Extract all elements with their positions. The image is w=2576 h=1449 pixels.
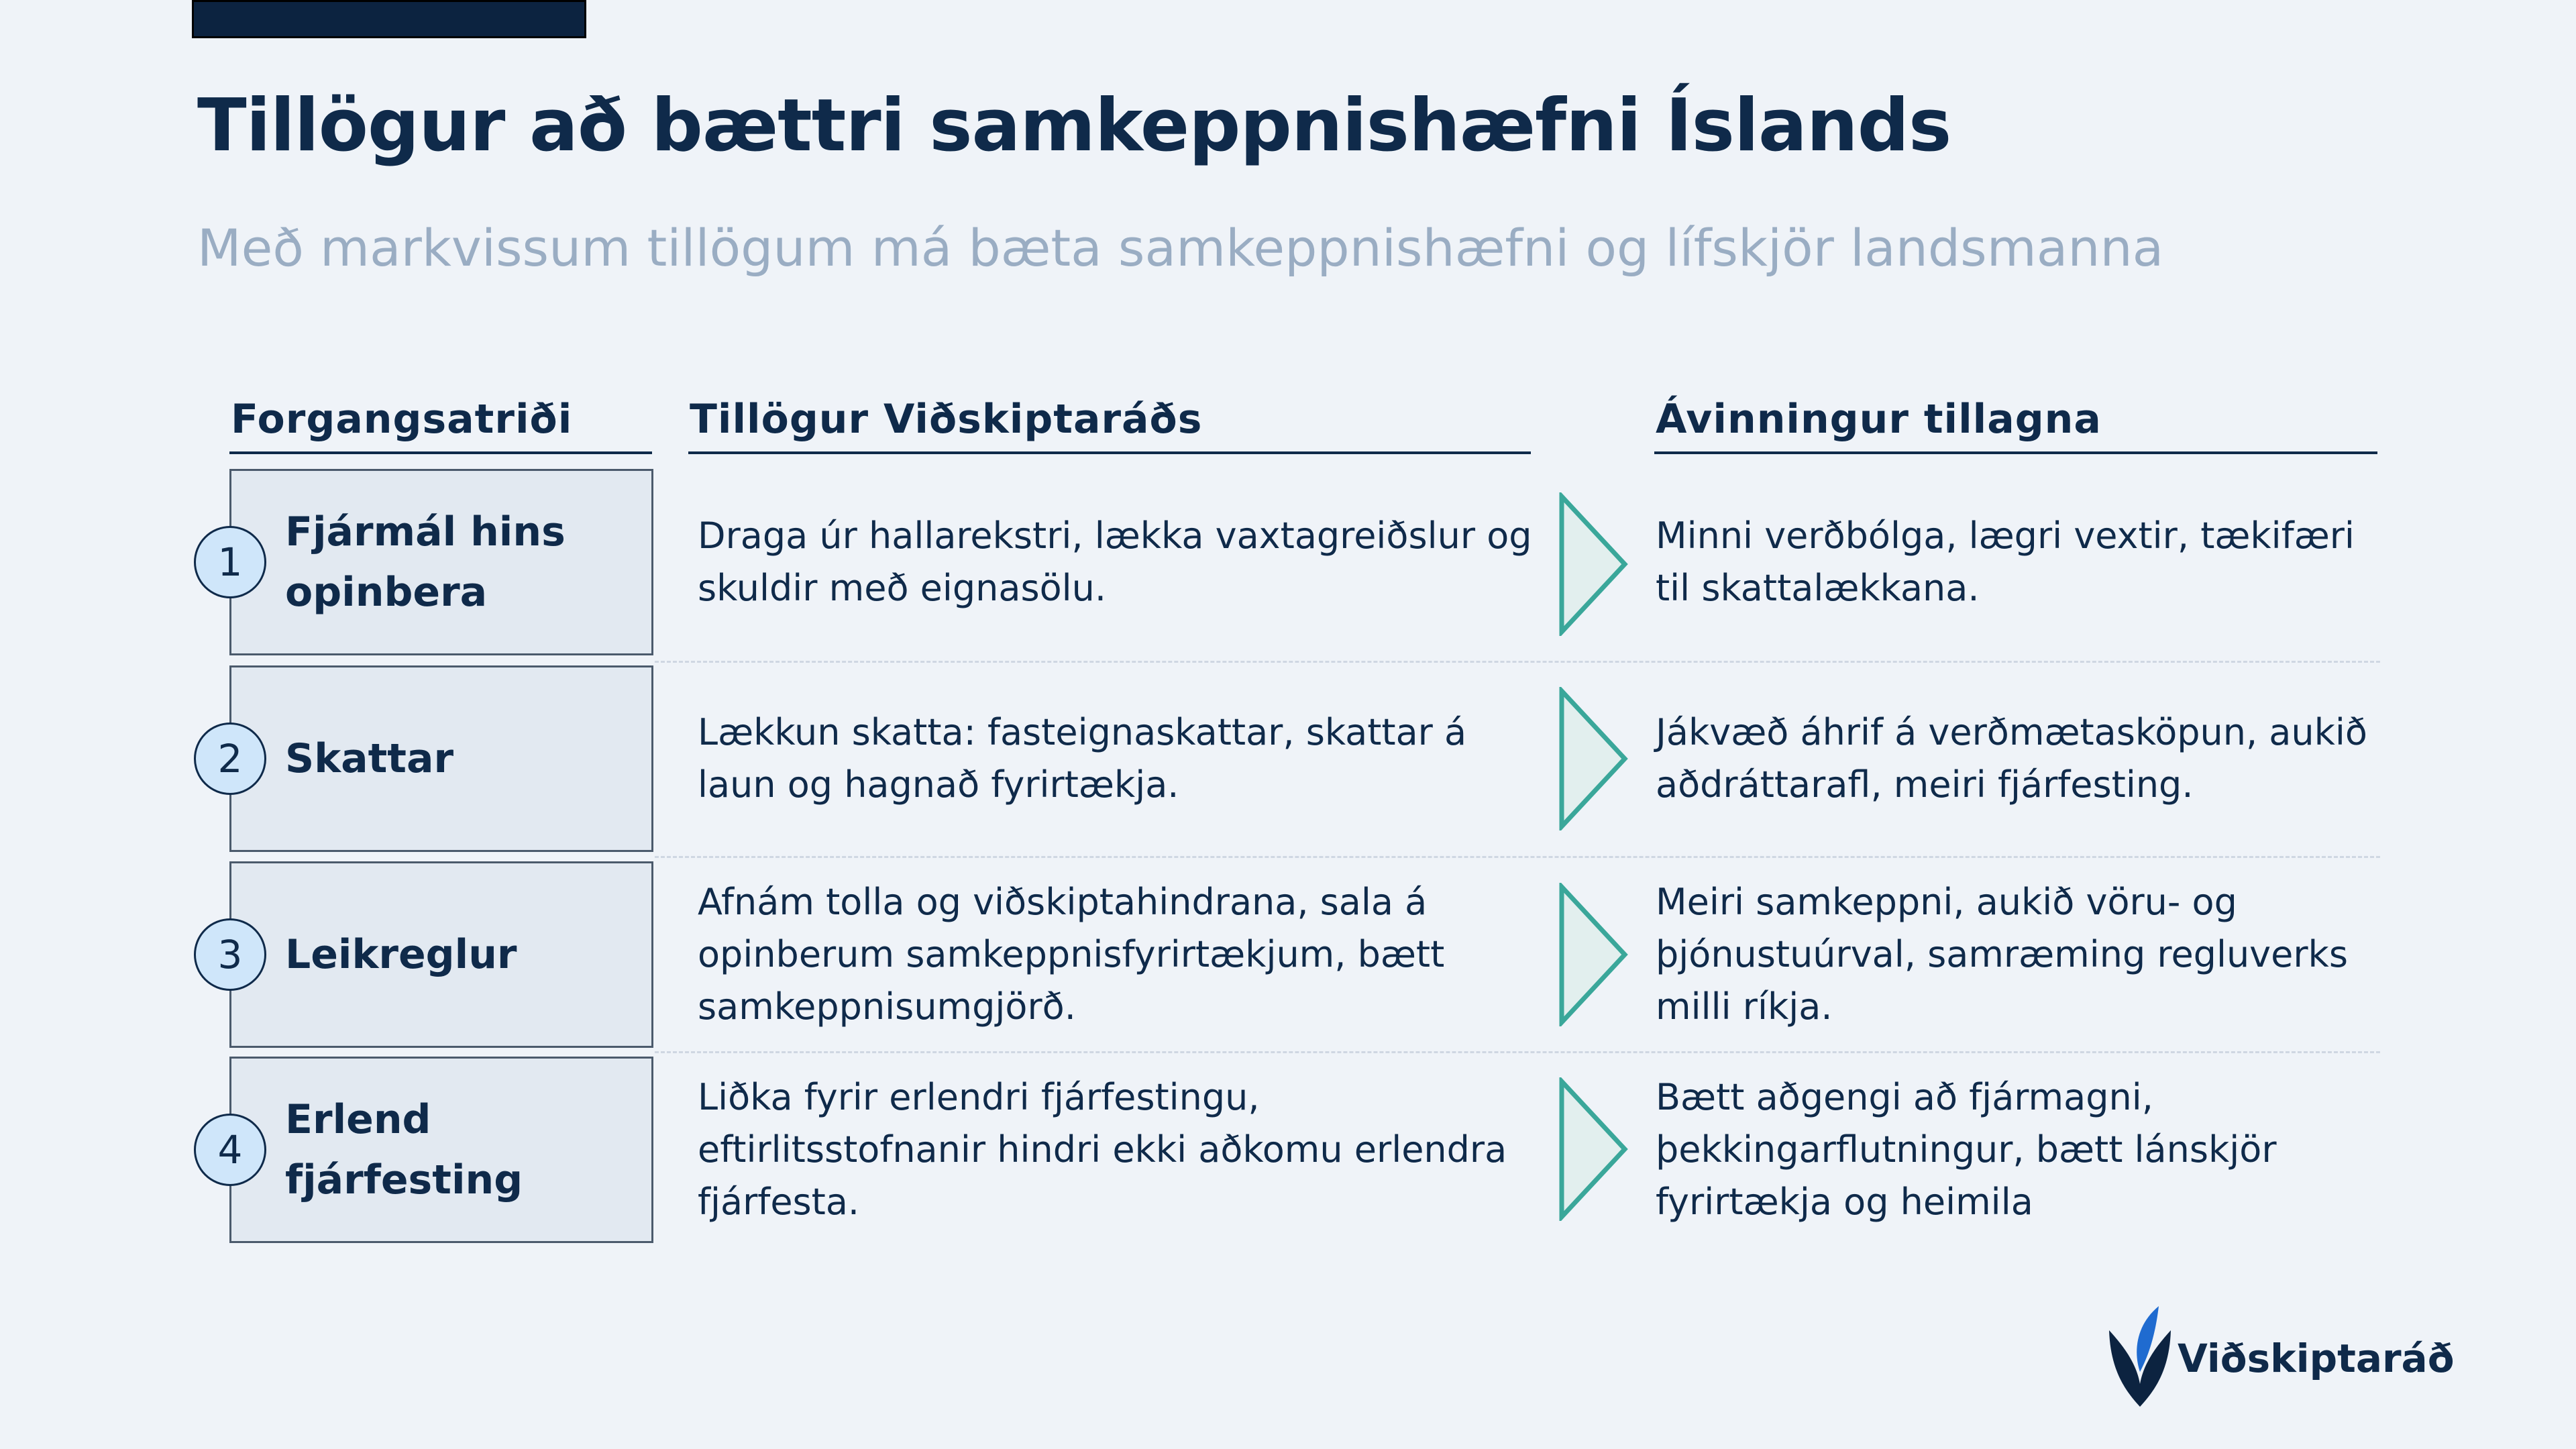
benefit-text: Bætt aðgengi að fjármagni, þekkingarflutningur, bætt lánskjör fyrirtækja og heimila xyxy=(1656,1076,2277,1223)
row-divider xyxy=(655,856,2380,858)
top-accent-bar xyxy=(192,0,586,38)
number-badge: 2 xyxy=(194,722,266,795)
priority-box xyxy=(229,469,653,655)
priority-label: Fjármál hins opinbera xyxy=(285,508,566,616)
priority-label: Leikreglur xyxy=(285,931,517,978)
number-badge: 4 xyxy=(194,1114,266,1186)
benefit-text: Meiri samkeppni, aukið vöru- og þjónustuúrval, samræming regluverks milli ríkja. xyxy=(1656,881,2348,1028)
chevron-right-icon xyxy=(1558,883,1631,1026)
number-badge: 1 xyxy=(194,526,266,598)
chevron-right-icon xyxy=(1558,1077,1631,1221)
priority-label: Skattar xyxy=(285,735,454,782)
brand-logo xyxy=(2106,1305,2455,1412)
column-header-benefits: Ávinningur tillagna xyxy=(1656,396,2102,443)
proposal-text: Liðka fyrir erlendri fjárfestingu, eftirlitsstofnanir hindri ekki aðkomu erlendra fjárfesta. xyxy=(698,1076,1507,1223)
row-divider xyxy=(655,661,2380,663)
benefit-text: Minni verðbólga, lægri vextir, tækifæri til skattalækkana. xyxy=(1656,515,2355,609)
column-underline-priority xyxy=(229,451,652,454)
priority-box xyxy=(229,861,653,1048)
row-divider xyxy=(655,1051,2380,1053)
leaf-logo-icon xyxy=(2106,1305,2174,1412)
chevron-right-icon xyxy=(1558,492,1631,636)
number-badge: 3 xyxy=(194,918,266,991)
slide-subtitle: Með markvissum tillögum má bæta samkeppnishæfni og lífskjör landsmanna xyxy=(197,218,2164,278)
column-underline-benefits xyxy=(1654,451,2377,454)
column-header-proposals: Tillögur Viðskiptaráðs xyxy=(690,396,1203,443)
benefit-text: Jákvæð áhrif á verðmætasköpun, aukið aðdráttarafl, meiri fjárfesting. xyxy=(1656,711,2367,806)
proposal-text: Afnám tolla og viðskiptahindrana, sala á opinberum samkeppnisfyrirtækjum, bætt samkeppnisumgjörð. xyxy=(698,881,1445,1028)
priority-box xyxy=(229,1057,653,1243)
slide-title: Tillögur að bættri samkeppnishæfni Íslands xyxy=(197,84,1951,168)
proposal-text: Draga úr hallarekstri, lækka vaxtagreiðslur og skuldir með eignasölu. xyxy=(698,515,1532,609)
column-underline-proposals xyxy=(688,451,1531,454)
column-header-priority: Forgangsatriði xyxy=(231,396,573,443)
priority-box xyxy=(229,665,653,852)
chevron-right-icon xyxy=(1558,687,1631,830)
proposal-text: Lækkun skatta: fasteignaskattar, skattar á laun og hagnað fyrirtækja. xyxy=(698,711,1467,806)
logo-text: Viðskiptaráð xyxy=(2178,1336,2455,1381)
priority-label: Erlend fjárfesting xyxy=(285,1096,523,1203)
